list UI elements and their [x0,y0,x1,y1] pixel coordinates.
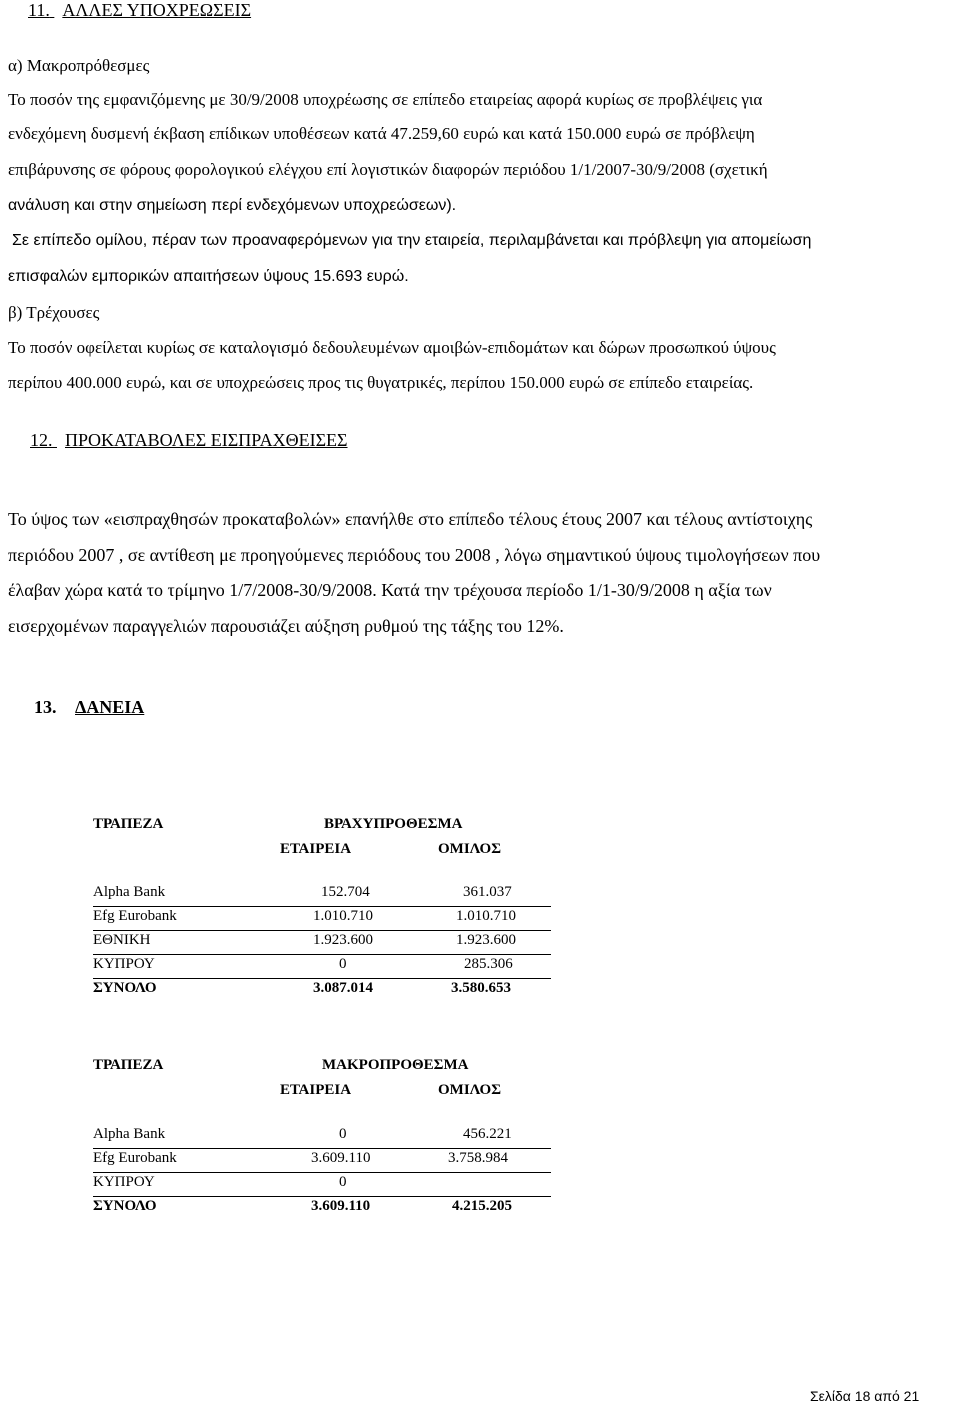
table-row [93,1126,551,1149]
section-12-heading [30,430,348,451]
paragraph-line: Το ποσόν της εμφανιζόμενης με 30/9/2008 υποχρέωσης σε επίπεδο εταιρείας αφορά κυρίως σε προβλέψεις για [8,90,763,109]
bank-cell: ΕΘΝΙΚΗ [93,932,151,948]
bank-cell: Alpha Bank [93,1126,166,1142]
group-cell: 1.010.710 [456,908,516,924]
bank-column-header: ΤΡΑΠΕΖΑ [93,1057,164,1073]
group-total: 4.215.205 [452,1198,512,1214]
paragraph-line: ενδεχόμενη δυσμενή έκβαση επίδικων υποθέσεων κατά 47.259,60 ευρώ και κατά 150.000 ευρώ σε πρόβλεψη [8,124,755,143]
company-total: 3.609.110 [311,1198,371,1214]
group-total: 3.580.653 [451,980,511,996]
section-title: ΑΛΛΕΣ ΥΠΟΧΡΕΩΣΕΙΣ [62,0,252,20]
section-11-heading [28,0,251,21]
paragraph-line: εισερχομένων παραγγελιών παρουσιάζει αύξηση ρυθμού της τάξης του 12%. [8,616,564,636]
section-13-heading [34,697,144,718]
group-cell: 361.037 [463,884,512,900]
company-cell: 152.704 [321,884,370,900]
group-cell: 456.221 [463,1126,512,1142]
company-total: 3.087.014 [313,980,373,996]
company-cell: 0 [339,1126,347,1142]
subsection-a-heading: α) Μακροπρόθεσμες [8,56,150,75]
paragraph-line: Το ποσόν οφείλεται κυρίως σε καταλογισμό δεδουλευμένων αμοιβών-επιδομάτων και δώρων προσωπκού ύψους [8,338,776,357]
table-row [93,908,551,931]
company-cell: 3.609.110 [311,1150,371,1166]
bank-cell: Efg Eurobank [93,1150,177,1166]
company-cell: 1.010.710 [313,908,373,924]
period-header: ΒΡΑΧΥΠΡΟΘΕΣΜΑ [324,816,463,832]
table-row [93,932,551,955]
section-number: 11. [28,0,50,20]
bank-column-header: ΤΡΑΠΕΖΑ [93,816,164,832]
bank-cell: ΚΥΠΡΟΥ [93,956,155,972]
company-cell: 0 [339,1174,347,1190]
paragraph-line: Σε επίπεδο ομίλου, πέραν των προαναφερόμενων για την εταιρεία, περιλαμβάνεται και πρόβλεψη για απομείωση [12,232,812,249]
short-term-loans-table [93,816,553,1006]
company-cell: 1.923.600 [313,932,373,948]
bank-cell: Efg Eurobank [93,908,177,924]
table-row [93,956,551,979]
table-row [93,1150,551,1173]
group-cell: 3.758.984 [448,1150,508,1166]
group-column-header: ΟΜΙΛΟΣ [438,1082,502,1098]
period-header: ΜΑΚΡΟΠΡΟΘΕΣΜΑ [322,1057,469,1073]
paragraph-line: έλαβαν χώρα κατά το τρίμηνο 1/7/2008-30/9/2008. Κατά την τρέχουσα περίοδο 1/1-30/9/2008 η αξία των [8,580,772,600]
paragraph-line: Το ύψος των «εισπραχθησών προκαταβολών» επανήλθε στο επίπεδο τέλους έτους 2007 και τέλους αντίστοιχης [8,509,813,529]
section-title: ΔΑΝΕΙΑ [75,697,145,717]
long-term-loans-table [93,1057,553,1227]
bank-cell: ΚΥΠΡΟΥ [93,1174,155,1190]
section-number: 12. [30,430,53,450]
company-column-header: ΕΤΑΙΡΕΙΑ [280,841,352,857]
company-cell: 0 [339,956,347,972]
section-title: ΠΡΟΚΑΤΑΒΟΛΕΣ ΕΙΣΠΡΑΧΘΕΙΣΕΣ [65,430,348,450]
group-cell: 1.923.600 [456,932,516,948]
table-row [93,884,551,907]
group-column-header: ΟΜΙΛΟΣ [438,841,502,857]
paragraph-line: περιόδου 2007 , σε αντίθεση με προηγούμενες περιόδους του 2008 , λόγω σημαντικού ύψους τιμολογήσεων που [8,545,821,565]
subsection-b-heading: β) Τρέχουσες [8,303,100,322]
paragraph-line: επιβάρυνσης σε φόρους φορολογικού ελέγχου επί λογιστικών διαφορών περιόδου 1/1/2007-30/9/2008 (σχετική [8,160,768,179]
group-cell: 285.306 [464,956,513,972]
section-number: 13. [34,697,57,717]
table-row [93,1174,551,1197]
company-column-header: ΕΤΑΙΡΕΙΑ [280,1082,352,1098]
paragraph-line: ανάλυση και στην σημείωση περί ενδεχόμενων υποχρεώσεων). [8,197,457,214]
bank-cell: Alpha Bank [93,884,166,900]
paragraph-line: περίπου 400.000 ευρώ, και σε υποχρεώσεις προς τις θυγατρικές, περίπου 150.000 ευρώ σε επίπεδο εταιρείας. [8,373,754,392]
page-number: Σελίδα 18 από 21 [810,1388,920,1404]
total-label: ΣΥΝΟΛΟ [93,980,157,996]
total-label: ΣΥΝΟΛΟ [93,1198,157,1214]
paragraph-line: επισφαλών εμπορικών απαιτήσεων ύψους 15.693 ευρώ. [8,268,409,285]
